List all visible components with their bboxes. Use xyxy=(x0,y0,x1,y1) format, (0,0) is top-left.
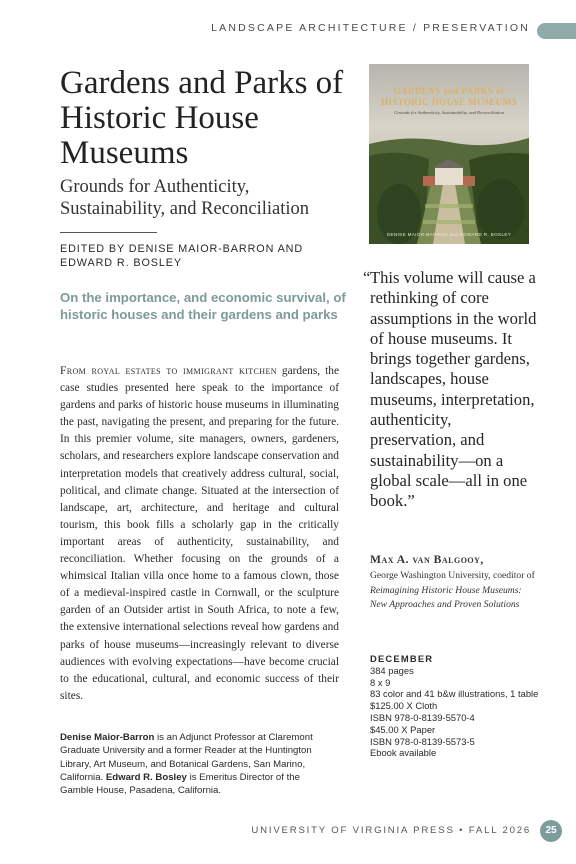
paper-price: $45.00 X Paper xyxy=(370,723,436,735)
cover-subtitle: Grounds for Authenticity, Sustainability, and Reconciliation xyxy=(394,110,504,115)
bio-name-2: Edward R. Bosley xyxy=(105,771,187,783)
affiliation-work: Reimagining Historic House Museums: New Approaches and Proven Solutions xyxy=(370,584,522,610)
quote-affiliation xyxy=(370,569,538,613)
cover-title-line2: HISTORIC HOUSE MUSEUMS xyxy=(380,97,518,107)
page-count: 384 pages xyxy=(370,664,414,676)
footer-publisher: UNIVERSITY OF VIRGINIA PRESS • FALL 2026 xyxy=(251,825,531,836)
trim-size: 8 x 9 xyxy=(370,676,391,688)
book-tagline: On the importance, and economic survival, of historic houses and their gardens and parks xyxy=(60,290,346,322)
pub-month: DECEMBER xyxy=(370,653,434,664)
category-header: LANDSCAPE ARCHITECTURE / PRESERVATION xyxy=(211,22,530,34)
section-tab xyxy=(537,23,576,39)
book-title: Gardens and Parks of Historic House Museums xyxy=(60,65,344,171)
isbn-cloth: ISBN 978-0-8139-5570-4 xyxy=(370,711,475,723)
book-specs xyxy=(370,653,540,759)
description-text: gardens, the case studies presented here speak to the importance of gardens and parks of historic house museums in illuminating the past, navigating the present, and preparing for the future. In this premier volume, site managers, owners, gardeners, scholars, and researchers explore landscape conservation and interpretation models that creatively address cultural, social, political, and climate change. Situated at the intersection of landscape, art, architecture, and heritage and cultural tourism, this book fills a scholarly gap in the critically important areas of authenticity, sustainability, and reconciliation. Whether focusing on the grounds of a whimsical Italian villa once home to a famous clown, those of a medieval-inspired castle in Cornwall, or the sculpture garden of an Outsider artist in South Africa, to note a few, the extensive international selections reveal how gardens and parks of house museums—increasingly relevant to diverse audiences with evolving expectations—have become crucial to the educational, cultural, and economic success of their sites. xyxy=(60,365,339,702)
title-divider xyxy=(60,232,157,233)
cloth-price: $125.00 X Cloth xyxy=(370,700,438,712)
book-subtitle: Grounds for Authenticity, Sustainability, and Reconciliation xyxy=(60,177,310,219)
illustrations: 83 color and 41 b&w illustrations, 1 table xyxy=(370,688,539,700)
editor-bio xyxy=(60,731,330,797)
bio-text-1: is an Adjunct Professor at Claremont Graduate University and a former Reader at the Huntington Library, Art Museum, and Botanical Gardens, San Marino, California. xyxy=(60,732,313,783)
affiliation-text: George Washington University, coeditor of xyxy=(370,570,535,581)
cover-title-line1: GARDENS and PARKS of xyxy=(393,86,505,96)
cover-editors: DENISE MAIOR-BARRON and EDWARD R. BOSLEY xyxy=(386,232,512,237)
book-cover-image xyxy=(369,64,529,244)
quote-open-mark: “ xyxy=(363,268,371,287)
bio-name-1: Denise Maior-Barron xyxy=(60,732,155,743)
blurb-quote xyxy=(363,268,538,512)
book-description xyxy=(60,363,339,705)
ebook-note: Ebook available xyxy=(370,747,437,759)
page-number-badge: 25 xyxy=(540,820,562,842)
description-lead: From royal estates to immigrant kitchen xyxy=(60,365,277,377)
bio-text-2: is Emeritus Director of the Gamble House, Pasadena, California. xyxy=(60,771,300,797)
editors-line: EDITED BY DENISE MAIOR-BARRON AND EDWARD R. BOSLEY xyxy=(60,243,304,269)
isbn-paper: ISBN 978-0-8139-5573-5 xyxy=(370,735,475,747)
quote-author: Max A. van Balgooy, xyxy=(370,553,484,566)
quote-text: This volume will cause a rethinking of core assumptions in the world of house museums. It brings together gardens, landscapes, house museums, interpretation, authenticity, preservation, and sustainability—on a global scale—all in one book.” xyxy=(370,268,537,511)
